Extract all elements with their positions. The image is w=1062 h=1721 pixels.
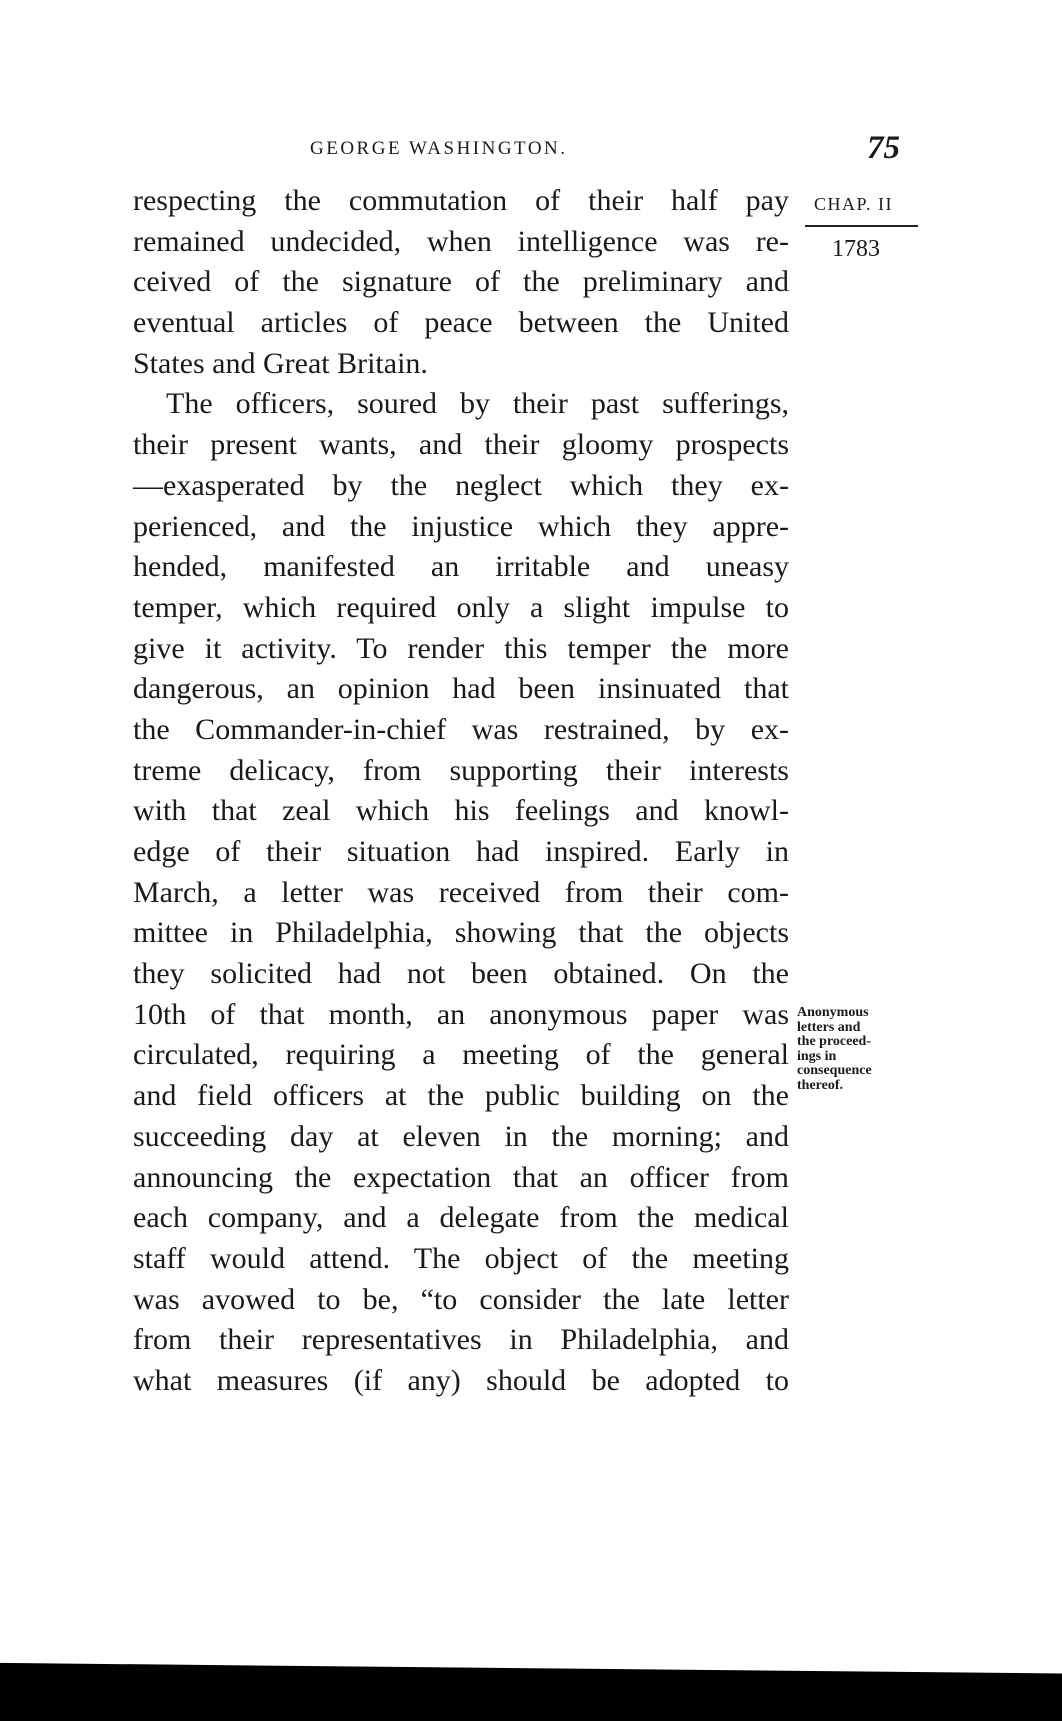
text-line: circulated, requiring a meeting of the general bbox=[133, 1038, 789, 1072]
text-line: remained undecided, when intelligence was re- bbox=[133, 224, 789, 258]
year-marker: 1783 bbox=[832, 236, 880, 262]
text-line: each company, and a delegate from the medical bbox=[133, 1201, 789, 1235]
text-line: treme delicacy, from supporting their interests bbox=[133, 753, 789, 787]
sidenote-line: Anonymous bbox=[797, 1005, 869, 1020]
scan-edge-shadow bbox=[0, 1655, 1062, 1721]
text-line: announcing the expectation that an officer from bbox=[133, 1160, 789, 1194]
sidenote-line: consequence bbox=[797, 1063, 872, 1078]
text-line: staff would attend. The object of the meeting bbox=[133, 1241, 789, 1275]
sidenote-line: letters and bbox=[797, 1019, 861, 1035]
text-line: States and Great Britain. bbox=[133, 346, 428, 380]
text-line: the Commander-in-chief was restrained, by ex- bbox=[133, 712, 789, 746]
running-head: GEORGE WASHINGTON. bbox=[310, 138, 568, 159]
text-line: they solicited had not been obtained. On the bbox=[133, 957, 789, 991]
text-line: perienced, and the injustice which they appre- bbox=[133, 509, 789, 543]
text-line: give it activity. To render this temper the more bbox=[133, 631, 789, 665]
text-line: succeeding day at eleven in the morning; and bbox=[133, 1119, 789, 1153]
text-line: The officers, soured by their past sufferings, bbox=[166, 387, 789, 421]
sidenote-line: thereof. bbox=[797, 1077, 843, 1093]
text-line: temper, which required only a slight impulse to bbox=[133, 590, 789, 624]
text-line: 10th of that month, an anonymous paper was bbox=[133, 997, 789, 1031]
margin-sidenote bbox=[797, 1006, 927, 1093]
text-line: ceived of the signature of the preliminary and bbox=[133, 265, 789, 299]
text-line: eventual articles of peace between the United bbox=[133, 306, 789, 340]
text-line: hended, manifested an irritable and uneasy bbox=[133, 550, 789, 584]
page-number: 75 bbox=[867, 130, 900, 166]
sidenote-line: the proceed- bbox=[797, 1034, 871, 1049]
text-line: from their representatives in Philadelphia, and bbox=[133, 1323, 789, 1357]
text-line: was avowed to be, “to consider the late letter bbox=[133, 1282, 789, 1316]
chapter-marker: CHAP. II bbox=[814, 194, 894, 214]
text-line: mittee in Philadelphia, showing that the objects bbox=[133, 916, 789, 950]
text-line: respecting the commutation of their half pay bbox=[133, 184, 789, 217]
text-line: —exasperated by the neglect which they ex- bbox=[133, 468, 789, 502]
text-line: with that zeal which his feelings and knowl- bbox=[133, 794, 789, 828]
sidenote-line: ings in bbox=[797, 1048, 837, 1064]
margin-rule bbox=[805, 225, 918, 227]
text-line: edge of their situation had inspired. Early in bbox=[133, 835, 789, 868]
text-line: their present wants, and their gloomy prospects bbox=[133, 428, 789, 462]
body-text bbox=[133, 181, 789, 1402]
text-line: dangerous, an opinion had been insinuated that bbox=[133, 672, 789, 706]
text-line: and field officers at the public building on the bbox=[133, 1079, 789, 1113]
text-line: March, a letter was received from their com- bbox=[133, 875, 789, 909]
text-line: what measures (if any) should be adopted to bbox=[133, 1363, 789, 1397]
